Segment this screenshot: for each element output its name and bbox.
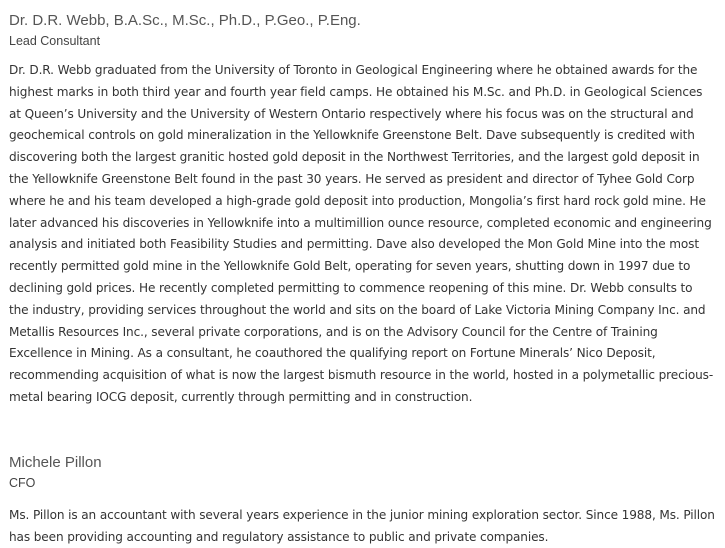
team-page [9, 0, 715, 548]
person-name: Dr. D.R. Webb, B.A.Sc., M.Sc., Ph.D., P.Geo., P.Eng. [9, 12, 361, 29]
profile-pillon [9, 453, 715, 548]
person-role: Lead Consultant [9, 34, 101, 48]
person-role: CFO [9, 475, 36, 490]
person-name: Michele Pillon [9, 453, 102, 471]
person-bio: Dr. D.R. Webb graduated from the University of Toronto in Geological Engineering where he obtained awards for the highest marks in both third year and fourth year field camps. He obtained his M.Sc. and Ph.D. in Geological Sciences at Queen’s University and the University of Western Ontario respectively where his focus was on the structural and geochemical controls on gold mineralization in the Yellowknife Greenstone Belt. Dave subsequently is credited with discovering both the largest granitic hosted gold deposit in the Northwest Territories, and the largest gold deposit in the Yellowknife Greenstone Belt found in the past 30 years. He served as president and director of Tyhee Gold Corp where he and his team developed a high-grade gold deposit into production, Mongolia’s first hard rock gold mine. He later advanced his discoveries in Yellowknife into a multimillion ounce resource, completed economic and engineering analysis and initiated both Feasibility Studies and permitting. Dave also developed the Mon Gold Mine into the most recently permitted gold mine in the Yellowknife Gold Belt, operating for seven years, shutting down in 1997 due to declining gold prices. He recently completed permitting to commence reopening of this mine. Dr. Webb consults to the industry, providing services throughout the world and sits on the board of Lake Victoria Mining Company Inc. and Metallis Resources Inc., several private corporations, and is on the Advisory Council for the Centre of Training Excellence in Mining. As a consultant, he coauthored the qualifying report on Fortune Minerals’ Nico Deposit, recommending acquisition of what is now the largest bismuth resource in the world, hosted in a polymetallic precious-metal bearing IOCG deposit, currently through permitting and in construction. [9, 63, 714, 404]
profile-webb [9, 11, 715, 409]
person-bio: Ms. Pillon is an accountant with several years experience in the junior mining exploration sector. Since 1988, Ms. Pillon has been providing accounting and regulatory assistance to public and private companies. [9, 507, 715, 544]
